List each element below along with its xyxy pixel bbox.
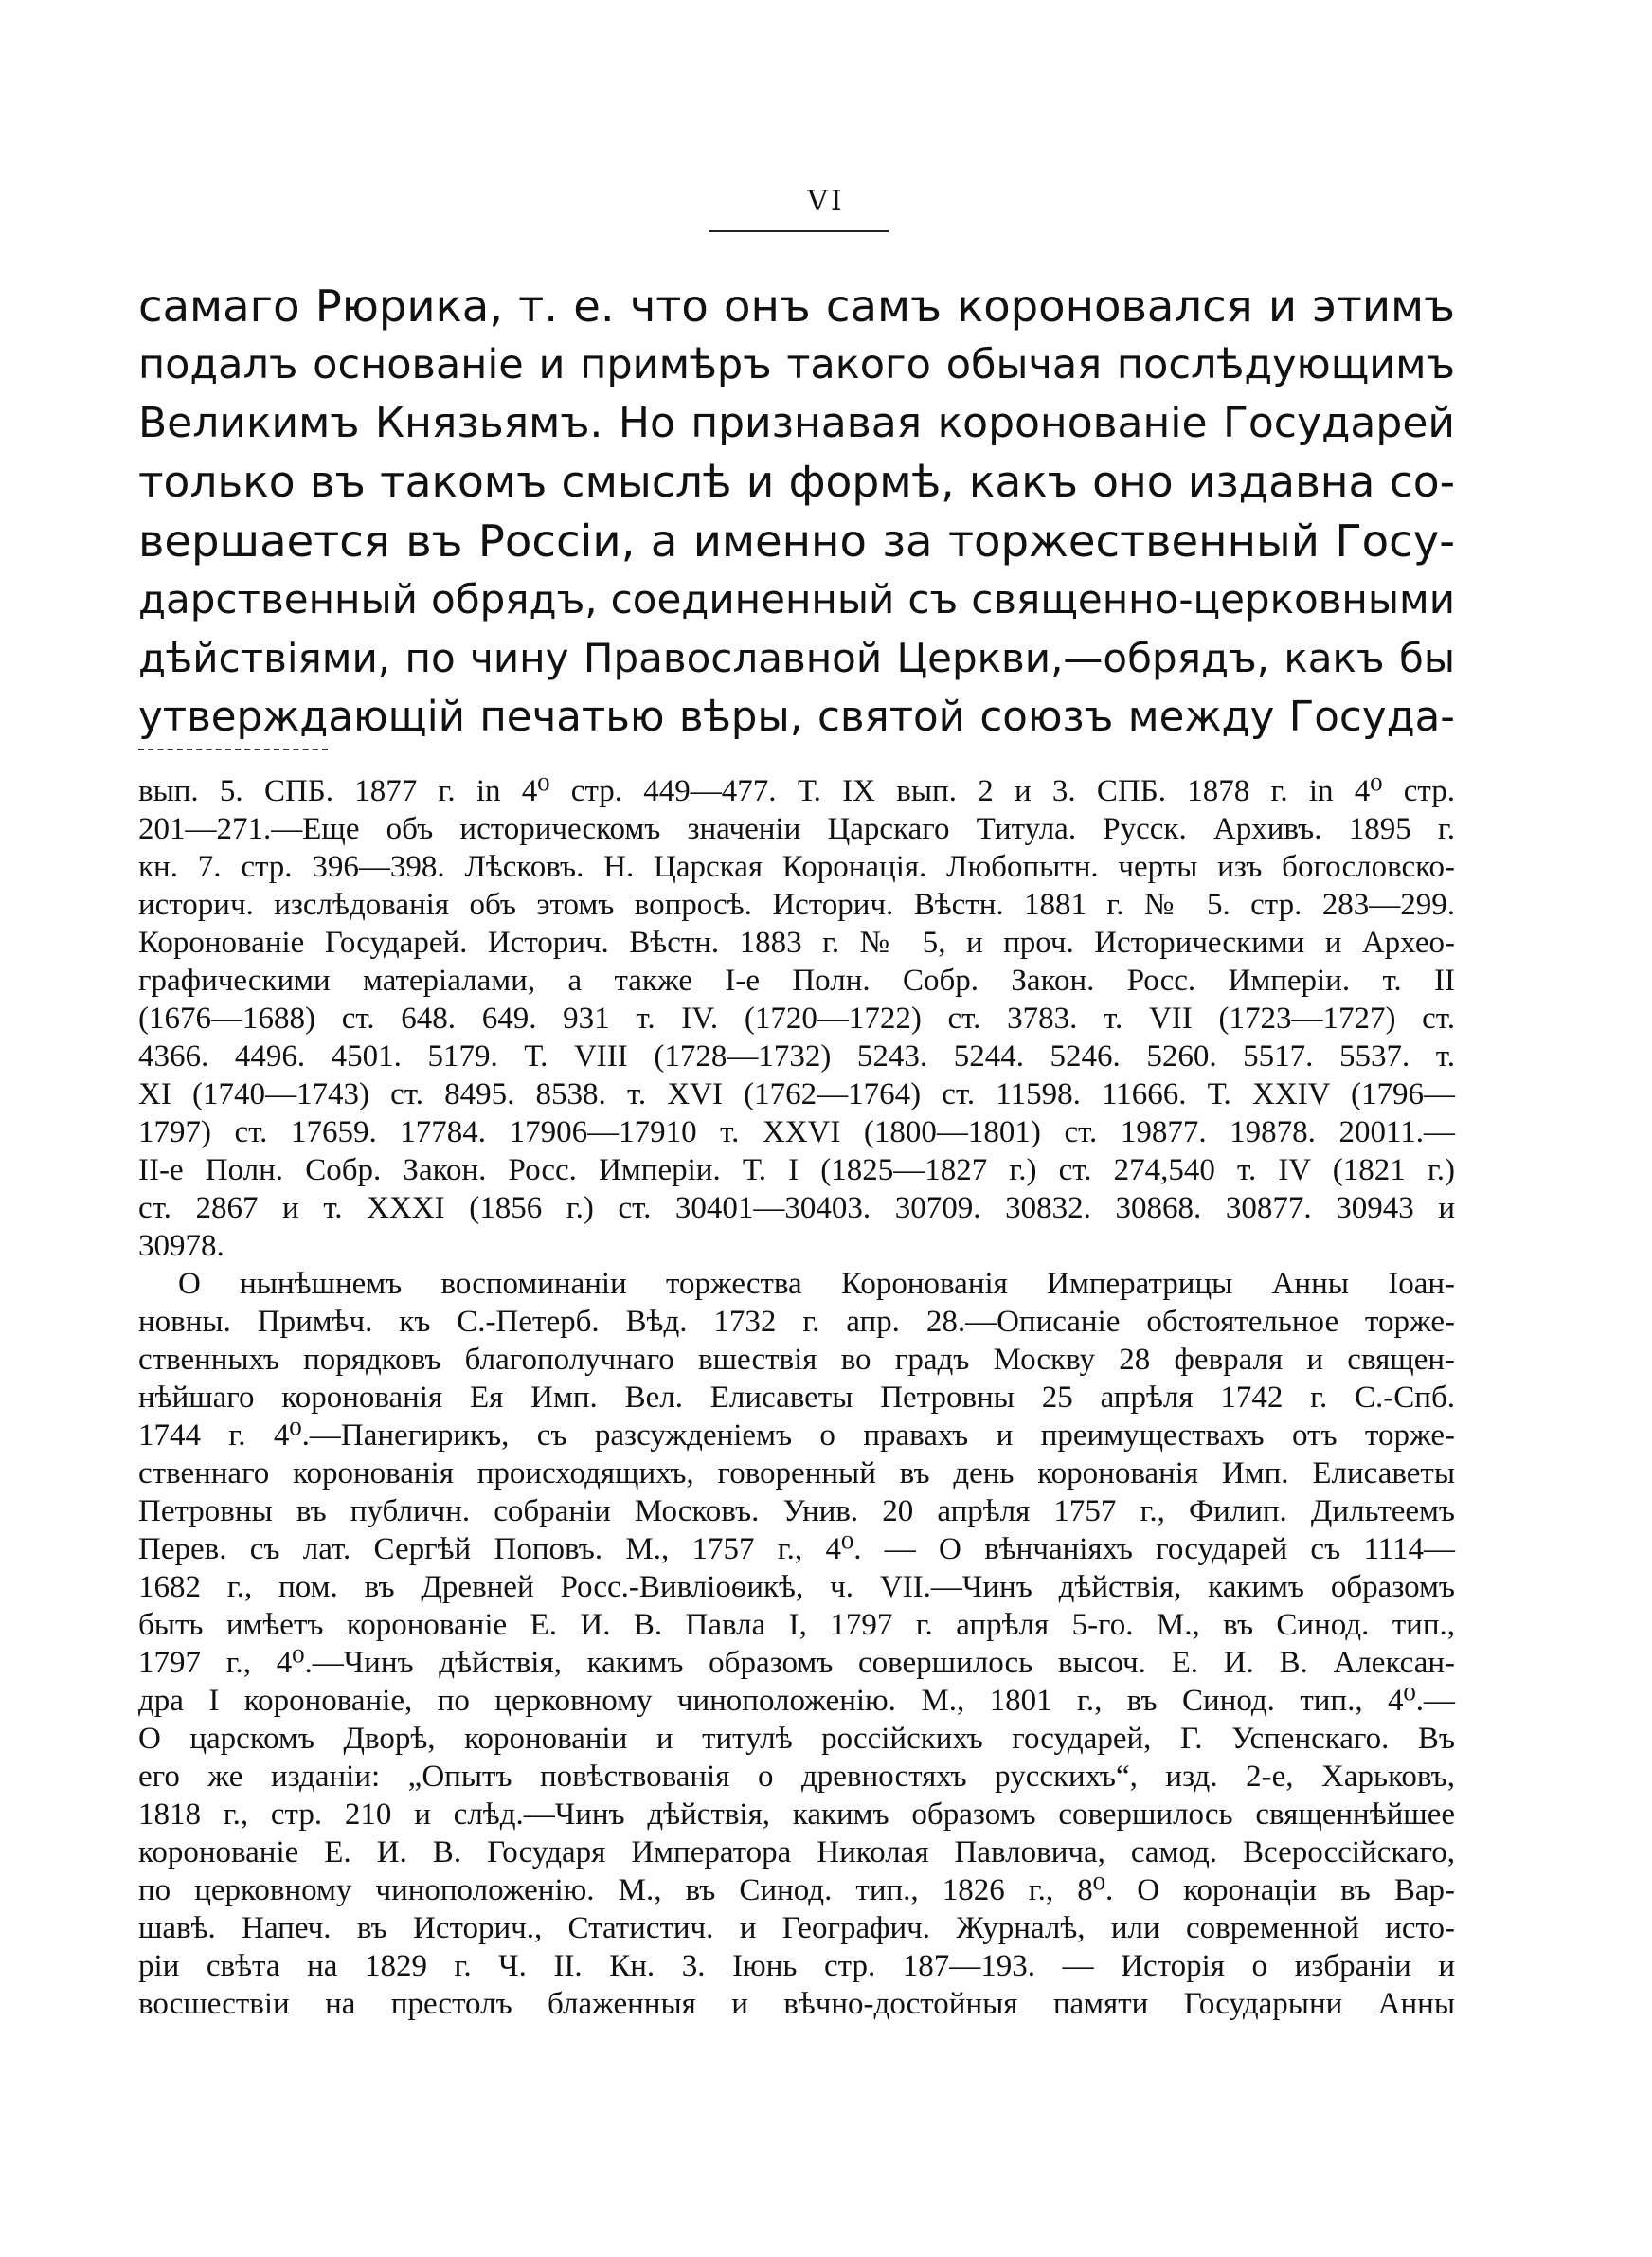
footnote-line: по церковному чиноположенію. М., въ Синод. тип., 1826 г., 8⁰. О коронаціи въ Вар- — [138, 1873, 1455, 1907]
footnote-line: 1797 г., 4⁰.—Чинъ дѣйствія, какимъ образомъ совершилось высоч. Е. И. В. Алексан- — [138, 1646, 1455, 1680]
footnote-line: нѣйшаго коронованія Ея Имп. Вел. Елисаветы Петровны 25 апрѣля 1742 г. С.-Спб. — [138, 1381, 1455, 1415]
main-text-line: только въ такомъ смыслѣ и формѣ, какъ оно издавна со- — [138, 457, 1455, 507]
main-text-line: вершается въ Россіи, а именно за торжественный Госу- — [138, 515, 1455, 567]
footnote-line: О царскомъ Дворѣ, коронованіи и титулѣ россійскихъ государей, Г. Успенскаго. Въ — [138, 1722, 1455, 1756]
page-number-rule — [709, 230, 889, 232]
footnote-line: 30978. — [138, 1229, 224, 1263]
footnote-line: дра I коронованіе, по церковному чиноположенію. М., 1801 г., въ Синод. тип., 4⁰.— — [138, 1684, 1455, 1718]
footnote-line: (1676—1688) ст. 648. 649. 931 т. IV. (1720—1722) ст. 3783. т. VII (1723—1727) ст. — [138, 1002, 1455, 1036]
footnote-line: ріи свѣта на 1829 г. Ч. II. Кн. 3. Іюнь стр. 187—193. — Исторія о избраніи и — [138, 1949, 1455, 1983]
footnote-line: ст. 2867 и т. XXXI (1856 г.) ст. 30401—30403. 30709. 30832. 30868. 30877. 30943 и — [138, 1191, 1455, 1225]
main-text-line: Великимъ Князьямъ. Но признавая коронованіе Государей — [138, 399, 1455, 447]
footnote-line: 4366. 4496. 4501. 5179. Т. VIII (1728—1732) 5243. 5244. 5246. 5260. 5517. 5537. т. — [138, 1039, 1455, 1074]
footnote-line: кн. 7. стр. 396—398. Лѣсковъ. Н. Царская Коронація. Любопытн. черты изъ богословско- — [138, 850, 1455, 884]
footnote-line: его же изданіи: „Опытъ повѣствованія о древностяхъ русскихъ“, изд. 2-е, Харьковъ, — [138, 1760, 1455, 1794]
footnote-line: 1744 г. 4⁰.—Панегирикъ, съ разсужденіемъ о правахъ и преимуществахъ отъ торже- — [138, 1418, 1455, 1453]
footnote-separator — [138, 749, 328, 750]
footnote-line: быть имѣетъ коронованіе Е. И. В. Павла I, 1797 г. апрѣля 5-го. М., въ Синод. тип., — [138, 1608, 1455, 1642]
page-number: VI — [807, 185, 845, 218]
footnote-line: коронованіе Е. И. В. Государя Императора Николая Павловича, самод. Всероссійскаго, — [138, 1835, 1455, 1869]
footnote-line: XI (1740—1743) ст. 8495. 8538. т. XVI (1762—1764) ст. 11598. 11666. Т. XXIV (1796— — [138, 1077, 1455, 1111]
footnotes — [138, 772, 1455, 2023]
footnote-line: 201—271.—Еще объ историческомъ значеніи Царскаго Титула. Русск. Архивъ. 1895 г. — [138, 812, 1455, 846]
footnote-line: графическими матеріалами, а также I-е Полн. Собр. Закон. Росс. Имперіи. т. II — [138, 964, 1455, 998]
footnote-line: ственныхъ порядковъ благополучнаго вшествія во градъ Москву 28 февраля и священ- — [138, 1343, 1455, 1377]
main-text-line: подалъ основаніе и примѣръ такого обычая послѣдующимъ — [138, 341, 1455, 388]
main-text-line: дарственный обрядъ, соединенный съ священно-церковными — [138, 576, 1455, 623]
footnote-line: восшествіи на престолъ блаженныя и вѣчно-достойныя памяти Государыни Анны — [138, 1987, 1455, 2021]
footnote-line: историч. изслѣдованія объ этомъ вопросѣ. Историч. Вѣстн. 1881 г. № 5. стр. 283—299. — [138, 888, 1455, 922]
footnote-line: новны. Примѣч. къ С.-Петерб. Вѣд. 1732 г. апр. 28.—Описаніе обстоятельное торже- — [138, 1305, 1455, 1339]
footnote-line: ственнаго коронованія происходящихъ, говоренный въ день коронованія Имп. Елисаветы — [138, 1456, 1455, 1490]
footnote-line: 1682 г., пом. въ Древней Росс.-Вивліоѳикѣ, ч. VII.—Чинъ дѣйствія, какимъ образомъ — [138, 1570, 1455, 1604]
main-text-line: самаго Рюрика, т. е. что онъ самъ короновался и этимъ — [138, 280, 1455, 332]
footnote-line: II-е Полн. Собр. Закон. Росс. Имперіи. Т. I (1825—1827 г.) ст. 274,540 т. IV (1821 г.) — [138, 1153, 1455, 1187]
footnote-line: О нынѣшнемъ воспоминаніи торжества Коронованія Императрицы Анны Іоан- — [178, 1267, 1455, 1301]
footnote-line: 1797) ст. 17659. 17784. 17906—17910 т. XXVI (1800—1801) ст. 19877. 19878. 20011.— — [138, 1115, 1455, 1149]
footnote-line: Перев. съ лат. Сергѣй Поповъ. М., 1757 г., 4⁰. — О вѣнчаніяхъ государей съ 1114— — [138, 1532, 1455, 1566]
main-text — [138, 277, 1455, 747]
footnote-line: Коронованіе Государей. Историч. Вѣстн. 1883 г. № 5, и проч. Историческими и Археo- — [138, 926, 1455, 960]
footnote-line: шавѣ. Напеч. въ Историч., Статистич. и Географич. Журналѣ, или современной исто- — [138, 1911, 1455, 1945]
main-text-line: утверждающій печатью вѣры, святой союзъ между Госуда- — [138, 694, 1455, 741]
footnote-line: 1818 г., стр. 210 и слѣд.—Чинъ дѣйствія, какимъ образомъ совершилось священнѣйшее — [138, 1797, 1455, 1832]
main-text-line: дѣйствіями, по чину Православной Церкви,—обрядъ, какъ бы — [138, 635, 1455, 681]
footnote-line: Петровны въ публичн. собраніи Московъ. Унив. 20 апрѣля 1757 г., Филип. Дильтеемъ — [138, 1494, 1455, 1528]
footnote-line: вып. 5. СПБ. 1877 г. in 4⁰ стр. 449—477. Т. IX вып. 2 и 3. СПБ. 1878 г. in 4⁰ стр. — [138, 774, 1455, 808]
